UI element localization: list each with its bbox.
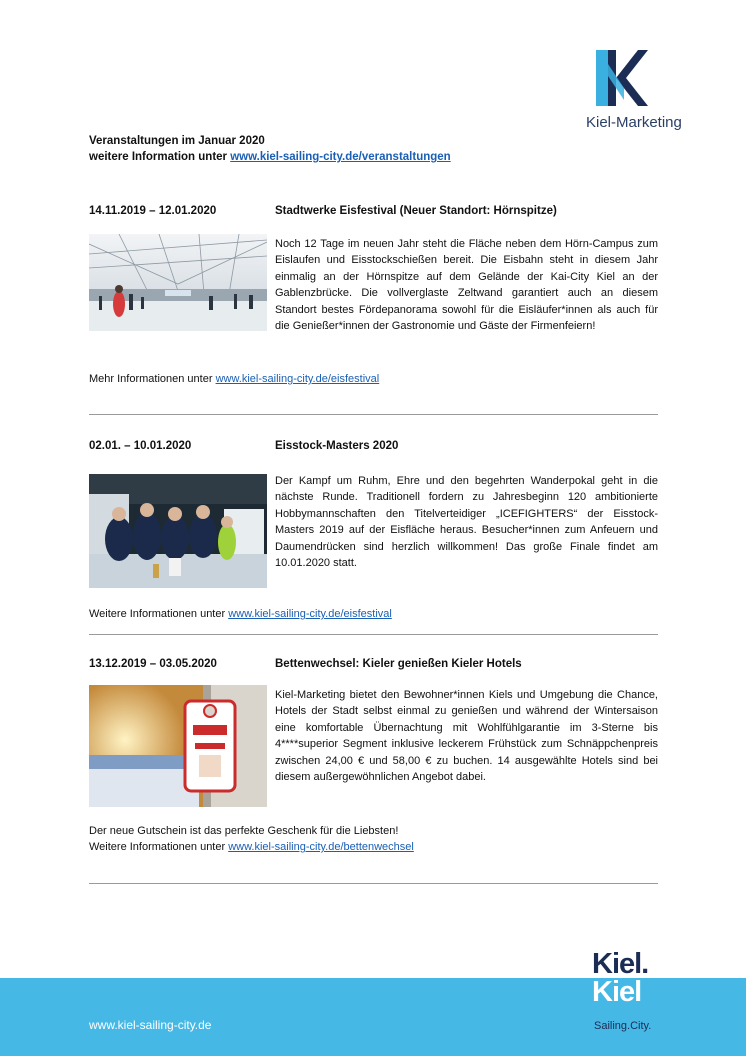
event-description: Kiel-Marketing bietet den Bewohner*innen Kiels und Umgebung die Chance, Hotels der Stadt selbst einmal zu genießen und während der Wintersaison eine komfortable Übernachtung mit Wohlfühlgarantie im 3-Sterne bis 4****superior Segment inklusive leckerem Frühstück zum Schnäppchenpreis zwischen 24,00 € und 58,00 € zu buchen. 14 ausgewählte Hotels sind bei diesem außergewöhnlichen Angebot dabei. (275, 689, 658, 784)
event-title: Eisstock-Masters 2020 (275, 440, 399, 452)
divider (89, 414, 658, 415)
event-title: Stadtwerke Eisfestival (Neuer Standort: Hörnspitze) (275, 205, 557, 217)
event-description: Noch 12 Tage im neuen Jahr steht die Fläche neben dem Hörn-Campus zum Eislaufen und Eisstockschießen bereit. Die Eisbahn steht in diesem Jahr einmalig an der Hörnspitze auf dem Gelände der Kai-City Kiel an der Gablenzbrücke. Die vollverglaste Zeltwand garantiert auch an diesem Standort bestes Fördepanorama sowohl für die Eisläufer*innen als auch für die Genießer*innen der Gastronomie und Gäste der Firmenfeiern! (275, 238, 658, 333)
kiel-marketing-k-icon (594, 48, 648, 108)
kiel-marketing-logo (586, 48, 682, 138)
divider (89, 883, 658, 884)
kiel-marketing-wordmark: Kiel-Marketing (586, 114, 682, 131)
event-more-info: Der neue Gutschein ist das perfekte Geschenk für die Liebsten! Weitere Informationen unter www.kiel-sailing-city.de/bettenwechsel (89, 825, 414, 853)
page-header (89, 133, 451, 165)
header-info: weitere Information unter www.kiel-sailing-city.de/veranstaltungen (89, 151, 451, 163)
event-more-info: Mehr Informationen unter www.kiel-sailing-city.de/eisfestival (89, 373, 380, 385)
event-more-info: Weitere Informationen unter www.kiel-sailing-city.de/eisfestival (89, 608, 392, 620)
veranstaltungen-link[interactable]: www.kiel-sailing-city.de/veranstaltungen (230, 151, 451, 163)
eisfestival-link[interactable]: www.kiel-sailing-city.de/eisfestival (215, 373, 380, 385)
event-date: 13.12.2019 – 03.05.2020 (89, 658, 217, 670)
kiel-sailing-city-logo (592, 948, 682, 1036)
kiel-logo-subtitle: Sailing.City. (594, 1020, 652, 1032)
event-title: Bettenwechsel: Kieler genießen Kieler Hotels (275, 658, 522, 670)
eisfestival-photo (89, 234, 267, 331)
kiel-logo-bottom: Kiel (592, 976, 642, 1008)
gift-note: Der neue Gutschein ist das perfekte Geschenk für die Liebsten! (89, 825, 399, 837)
bettenwechsel-link[interactable]: www.kiel-sailing-city.de/bettenwechsel (228, 841, 414, 853)
eisstock-link[interactable]: www.kiel-sailing-city.de/eisfestival (228, 608, 392, 620)
event-date: 14.11.2019 – 12.01.2020 (89, 205, 217, 217)
event-date: 02.01. – 10.01.2020 (89, 440, 192, 452)
kiel-logo-top: Kiel. (592, 948, 649, 980)
bettenwechsel-photo (89, 685, 267, 807)
divider (89, 634, 658, 635)
eisstock-masters-photo (89, 474, 267, 588)
event-description: Der Kampf um Ruhm, Ehre und den begehrten Wanderpokal geht in die nächste Runde. Traditionell fordern zu Jahresbeginn 120 ambitionierte Hobbymannschaften den Titelverteidiger „ICEFIGHTERS“ der Eisstock-Masters 2019 auf der Eisfläche heraus. Besucher*innen zum Anfeuern und Daumendrücken sind herzlich willkommen! Das große Finale findet am 10.01.2020 statt. (275, 475, 658, 570)
footer-url[interactable]: www.kiel-sailing-city.de (89, 1018, 212, 1032)
page-title: Veranstaltungen im Januar 2020 (89, 135, 265, 147)
